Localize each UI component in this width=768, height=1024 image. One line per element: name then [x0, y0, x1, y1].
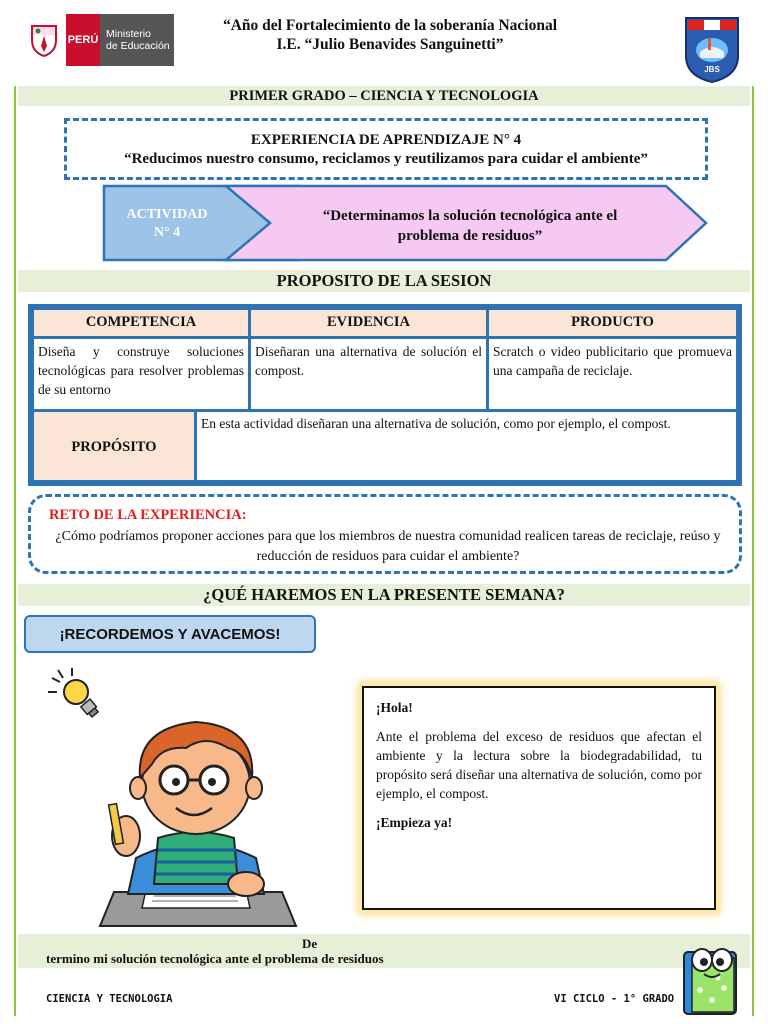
- reto-text: ¿Cómo podríamos proponer acciones para que los miembros de nuestra comunidad realicen tareas de reciclaje, reúso y reducción de residuos para cuidar el ambiente?: [55, 529, 721, 564]
- purpose-band: PROPOSITO DE LA SESION: [18, 270, 750, 292]
- header-competencia: COMPETENCIA: [31, 307, 251, 339]
- hola-greeting: ¡Hola!: [376, 700, 413, 715]
- header-line-1: “Año del Fortalecimiento de la soberanía Nacional: [222, 17, 558, 34]
- cell-competencia: Diseña y construye soluciones tecnológicas para resolver problemas de su entorno: [31, 336, 251, 412]
- grade-band: PRIMER GRADO – CIENCIA Y TECNOLOGIA: [18, 86, 750, 106]
- experience-title: EXPERIENCIA DE APRENDIZAJE N° 4: [250, 132, 522, 148]
- book-mascot-icon: [678, 942, 744, 1018]
- purpose-text: En esta actividad diseñaran una alternativa de solución, como por ejemplo, el compost.: [194, 409, 739, 483]
- experience-box: [64, 118, 708, 180]
- cell-evidencia: Diseñaran una alternativa de solución el compost.: [248, 336, 489, 412]
- ministry-logo: [22, 14, 174, 66]
- purpose-label: PROPÓSITO: [31, 409, 197, 483]
- peru-label: PERÚ: [66, 14, 100, 66]
- hola-message-box: [362, 686, 716, 910]
- reto-title: RETO DE LA EXPERIENCIA:: [49, 507, 247, 523]
- school-crest-icon: [684, 16, 740, 84]
- header-producto: PRODUCTO: [486, 307, 739, 339]
- week-band: ¿QUÉ HAREMOS EN LA PRESENTE SEMANA?: [18, 584, 750, 606]
- purpose-table: [28, 304, 742, 486]
- footer-left: CIENCIA Y TECNOLOGIA: [46, 993, 173, 1005]
- ministry-name: Ministerio de Educación: [106, 28, 170, 52]
- bottom-band: [18, 934, 750, 968]
- bottom-band-line-2: termino mi solución tecnológica ante el problema de residuos: [46, 951, 384, 966]
- crest-text: JBS: [704, 65, 720, 74]
- bottom-band-line-1: De: [302, 936, 318, 951]
- header-title: [190, 16, 590, 54]
- hola-body: Ante el problema del exceso de residuos que afectan el ambiente y la lectura sobre la biodegradabilidad, tu propósito será diseñar una alternativa de solución, como por ejemplo, el compost.: [376, 729, 702, 801]
- recordemos-banner: ¡RECORDEMOS Y AVACEMOS!: [24, 615, 316, 653]
- cell-producto: Scratch o video publicitario que promueva una campaña de reciclaje.: [486, 336, 739, 412]
- student-illustration: [96, 708, 306, 930]
- peru-shield-icon: [22, 14, 66, 66]
- experience-subtitle: “Reducimos nuestro consumo, reciclamos y reutilizamos para cuidar el ambiente”: [124, 151, 648, 167]
- activity-label: ACTIVIDAD N° 4: [126, 207, 208, 240]
- header-evidencia: EVIDENCIA: [248, 307, 489, 339]
- footer-right: VI CICLO - 1° GRADO: [554, 993, 675, 1005]
- header-line-2: I.E. “Julio Benavides Sanguinetti”: [276, 36, 504, 53]
- hola-closing: ¡Empieza ya!: [376, 815, 453, 830]
- reto-box: [28, 494, 742, 574]
- activity-title: “Determinamos la solución tecnológica ante el problema de residuos”: [322, 208, 618, 244]
